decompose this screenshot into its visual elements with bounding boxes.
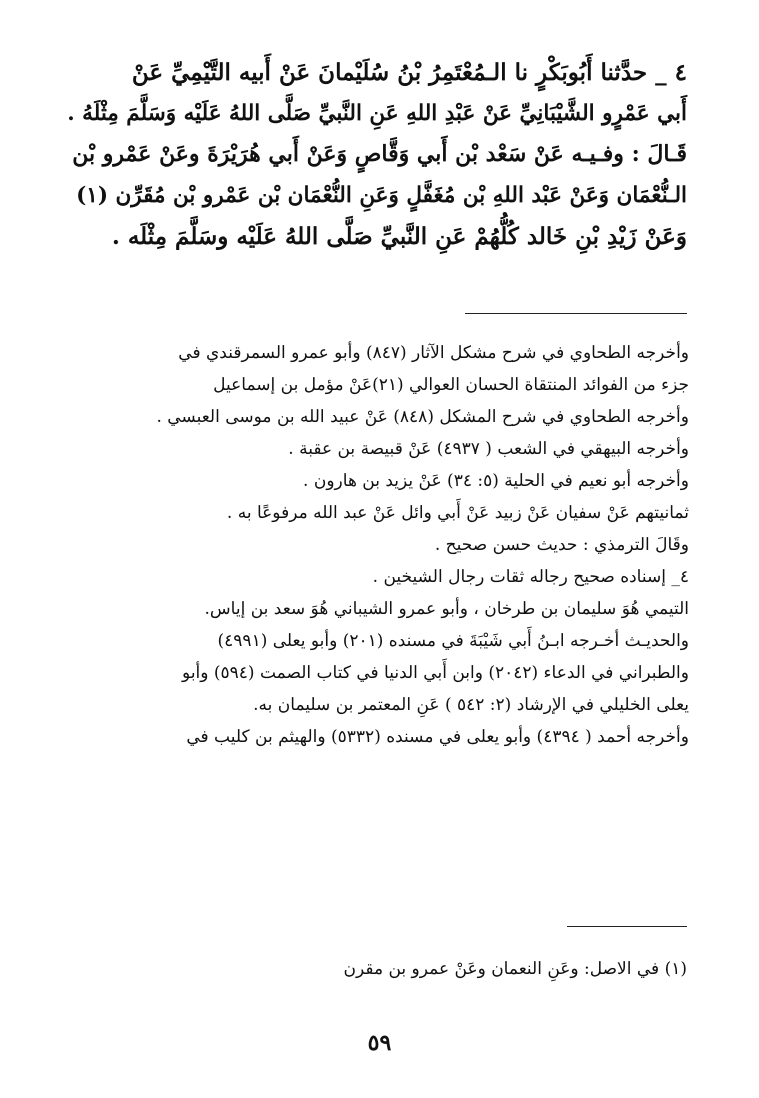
note-line: وأخرجه الطحاوي في شرح المشكل (٨٤٨) عَنْ عبيد الله بن موسى العبسي . (156, 407, 689, 427)
commentary (64, 337, 689, 753)
note-line: التيمي هُوَ سليمان بن طرخان ، وأبو عمرو الشيباني هُوَ سعد بن إياس. (204, 599, 689, 619)
note-line: ثمانيتهم عَنْ سفيان عَنْ زبيد عَنْ أَبي وائل عَنْ عبد الله مرفوعًا به . (226, 503, 689, 523)
main-line: وَعَنْ زَيْدِ بْنِ خَالد كُلُّهُمْ عَنِ النَّبيِّ صَلَّى اللهُ عَلَيْه وسَلَّمَ مِثْلَه . (111, 223, 687, 250)
footnote: (١) في الاصل: وعَنِ النعمان وعَنْ عمرو بن مقرن (343, 959, 687, 979)
note-line: ٤_ إسناده صحيح رجاله ثقات رجال الشيخين . (372, 567, 689, 587)
note-line: وأخرجه أبو نعيم في الحلية (٥: ٣٤) عَنْ يزيد بن هارون . (303, 471, 689, 491)
note-line: جزء من الفوائد المنتقاة الحسان العوالي (٢١)عَنْ مؤمل بن إسماعيل (213, 375, 689, 395)
main-line: ٤ _ حدَّثنا أَبُوبَكْرٍ نا الـمُعْتَمِرُ بْنُ سُلَيْمانَ عَنْ أَبيه التَّيْمِيِّ عَنْ (131, 59, 687, 86)
main-line: قَـالَ : وفـيـه عَنْ سَعْد بْن أَبي وَقَّاصٍ وَعَنْ أَبي هُرَيْرَةَ وعَنْ عَمْرو بْن (72, 141, 687, 167)
main-line: أَبي عَمْرٍو الشَّيْبَانِيِّ عَنْ عَبْدِ اللهِ عَنِ النَّبيِّ صَلَّى اللهُ عَلَيْه وَسَلَّمَ مِثْلَهُ . (67, 101, 687, 126)
note-line: وأخرجه أحمد ( ٤٣٩٤) وأبو يعلى في مسنده (٥٣٣٢) والهيثم بن كليب في (186, 727, 689, 747)
page-number: ٥٩ (367, 1030, 392, 1056)
note-line: وقَالَ الترمذي : حديث حسن صحيح . (434, 535, 689, 555)
separator-rule (465, 313, 687, 314)
note-line: وأخرجه الطحاوي في شرح مشكل الآثار (٨٤٧) وأبو عمرو السمرقندي في (178, 343, 689, 363)
note-line: وأخرجه البيهقي في الشعب ( ٤٩٣٧) عَنْ قبيصة بن عقبة . (288, 439, 689, 459)
note-line: يعلى الخليلي في الإرشاد (٢: ٥٤٢ ) عَنِ المعتمر بن سليمان به. (253, 695, 689, 715)
main-line: الـنُّعْمَان وَعَنْ عَبْد اللهِ بْن مُغَفَّلٍ وَعَنِ النُّعْمَان بْن عَمْرو بْن مُقَرِّن (١) (76, 183, 687, 208)
footnote-rule (567, 926, 687, 927)
note-line: والحديـث أخـرجه ابـنُ أَبي شَيْبَةَ في مسنده (٢٠١) وأبو يعلى (٤٩٩١) (217, 631, 689, 651)
hadith-text (65, 52, 687, 257)
note-line: والطبراني في الدعاء (٢٠٤٢) وابن أَبي الدنيا في كتاب الصمت (٥٩٤) وأبو (182, 663, 689, 683)
